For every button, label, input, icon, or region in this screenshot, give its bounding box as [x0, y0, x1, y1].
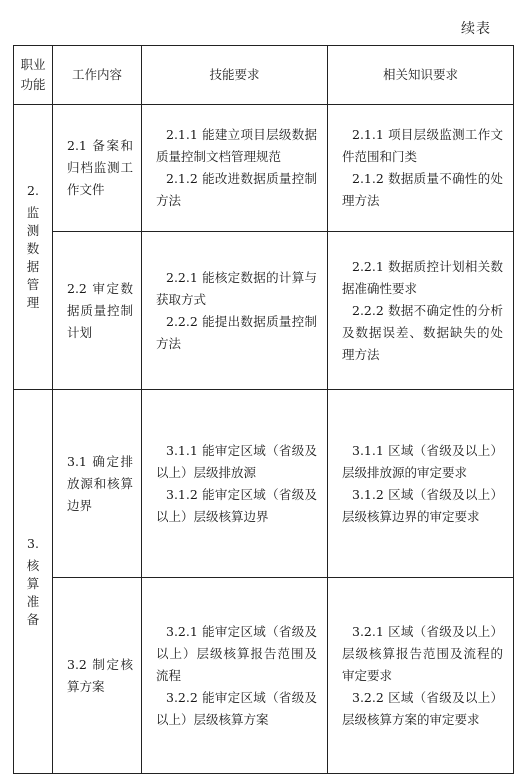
- function-number: 2.: [27, 183, 39, 198]
- knowledge-cell: [328, 578, 514, 774]
- knowledge-item: 3.2.1 区域（省级及以上）层级核算报告范围及流程的审定要求: [342, 623, 503, 683]
- skill-item: 3.2.2 能审定区域（省级及以上）层级核算方案: [156, 689, 317, 727]
- table-row: [14, 105, 514, 232]
- skill-cell: [142, 232, 328, 390]
- knowledge-cell: [328, 390, 514, 578]
- knowledge-item: 3.2.2 区域（省级及以上）层级核算方案的审定要求: [342, 689, 503, 727]
- skill-item: 3.1.1 能审定区域（省级及以上）层级排放源: [156, 442, 317, 480]
- knowledge-item: 2.1.2 数据质量不确性的处理方法: [342, 171, 503, 208]
- knowledge-item: 3.1.1 区域（省级及以上）层级排放源的审定要求: [342, 442, 503, 480]
- skill-item: 3.1.2 能审定区域（省级及以上）层级核算边界: [156, 486, 317, 524]
- work-content-cell: 2.1 备案和归档监测工作文件: [53, 105, 142, 232]
- skill-cell: [142, 105, 328, 232]
- skill-cell: [142, 578, 328, 774]
- table-row: [14, 578, 514, 774]
- knowledge-item: 3.1.2 区域（省级及以上）层级核算边界的审定要求: [342, 486, 503, 524]
- table-row: [14, 232, 514, 390]
- knowledge-cell: [328, 105, 514, 232]
- header-skill: 技能要求: [142, 46, 328, 105]
- skill-item: 2.2.2 能提出数据质量控制方法: [156, 313, 317, 351]
- knowledge-item: 2.2.2 数据不确定性的分析及数据误差、数据缺失的处理方法: [342, 302, 503, 362]
- competency-table: [13, 45, 514, 774]
- skill-item: 2.1.1 能建立项目层级数据质量控制文档管理规范: [156, 127, 317, 164]
- header-knowledge: 相关知识要求: [328, 46, 514, 105]
- function-cell-accounting-prep: [14, 390, 53, 774]
- skill-item: 3.2.1 能审定区域（省级及以上）层级核算报告范围及流程: [156, 623, 317, 683]
- function-cell-monitoring-data: [14, 105, 53, 390]
- knowledge-item: 2.1.1 项目层级监测工作文件范围和门类: [342, 127, 503, 164]
- function-number: 3.: [27, 535, 39, 551]
- skill-cell: [142, 390, 328, 578]
- header-function: 职业功能: [14, 46, 53, 105]
- skill-item: 2.1.2 能改进数据质量控制方法: [156, 171, 317, 208]
- header-work: 工作内容: [53, 46, 142, 105]
- continued-label: 续表: [461, 21, 491, 37]
- work-content-cell: 3.1 确定排放源和核算边界: [53, 390, 142, 578]
- table-row: [14, 390, 514, 578]
- knowledge-cell: [328, 232, 514, 390]
- work-content-cell: 3.2 制定核算方案: [53, 578, 142, 774]
- knowledge-item: 2.2.1 数据质控计划相关数据准确性要求: [342, 258, 503, 296]
- work-content-cell: 2.2 审定数据质量控制计划: [53, 232, 142, 390]
- table-header-row: [14, 46, 514, 105]
- function-name: 监测数据管理: [26, 205, 40, 310]
- skill-item: 2.2.1 能核定数据的计算与获取方式: [156, 269, 317, 307]
- function-name: 核算准备: [26, 557, 40, 627]
